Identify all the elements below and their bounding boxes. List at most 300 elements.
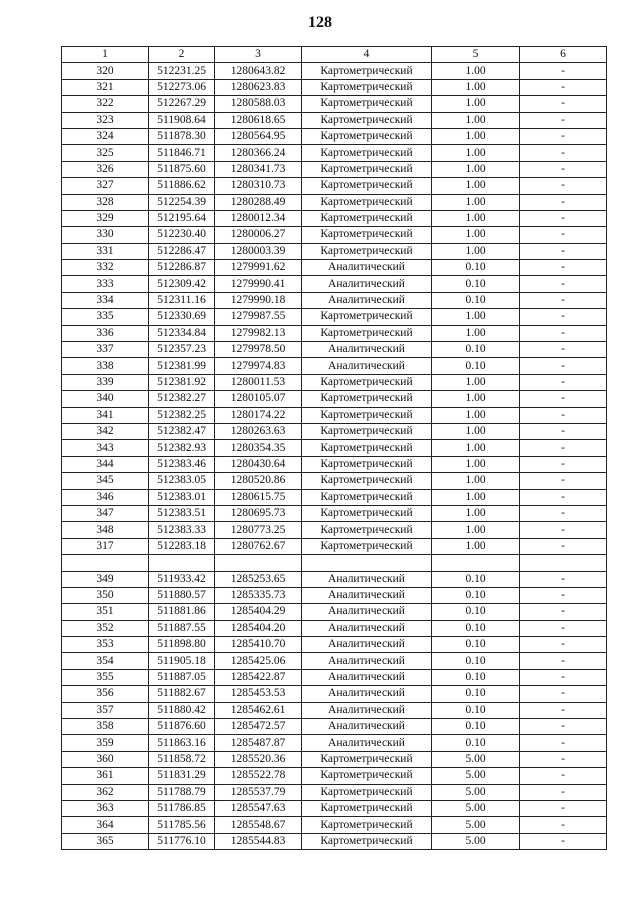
accuracy-cell: 1.00: [432, 456, 520, 472]
note-cell: -: [520, 391, 607, 407]
y-coordinate-cell: 1285410.70: [215, 637, 302, 653]
y-coordinate-cell: 1279990.41: [215, 276, 302, 292]
method-cell: [302, 555, 432, 571]
table-row: [62, 325, 607, 341]
point-number-cell: 335: [62, 309, 149, 325]
table-row: [62, 719, 607, 735]
table-row: [62, 735, 607, 751]
point-number-cell: 327: [62, 178, 149, 194]
table-row: [62, 571, 607, 587]
accuracy-cell: 1.00: [432, 96, 520, 112]
note-cell: -: [520, 456, 607, 472]
accuracy-cell: 1.00: [432, 489, 520, 505]
method-cell: Картометрический: [302, 63, 432, 79]
method-cell: Картометрический: [302, 96, 432, 112]
accuracy-cell: [432, 555, 520, 571]
method-cell: Картометрический: [302, 768, 432, 784]
y-coordinate-cell: 1280341.73: [215, 161, 302, 177]
method-cell: Картометрический: [302, 800, 432, 816]
method-cell: Картометрический: [302, 489, 432, 505]
point-number-cell: 352: [62, 620, 149, 636]
table-row: [62, 604, 607, 620]
point-number-cell: 332: [62, 260, 149, 276]
point-number-cell: 333: [62, 276, 149, 292]
accuracy-cell: 5.00: [432, 784, 520, 800]
point-number-cell: 361: [62, 768, 149, 784]
y-coordinate-cell: 1285462.61: [215, 702, 302, 718]
table-row: [62, 620, 607, 636]
note-cell: -: [520, 571, 607, 587]
accuracy-cell: 1.00: [432, 522, 520, 538]
method-cell: Картометрический: [302, 210, 432, 226]
point-number-cell: 322: [62, 96, 149, 112]
point-number-cell: [62, 555, 149, 571]
column-header: 1: [62, 47, 149, 63]
method-cell: Аналитический: [302, 292, 432, 308]
method-cell: Картометрический: [302, 79, 432, 95]
x-coordinate-cell: 512267.29: [149, 96, 215, 112]
accuracy-cell: 1.00: [432, 128, 520, 144]
point-number-cell: 345: [62, 473, 149, 489]
y-coordinate-cell: 1280006.27: [215, 227, 302, 243]
table-row: [62, 145, 607, 161]
accuracy-cell: 5.00: [432, 800, 520, 816]
y-coordinate-cell: 1279987.55: [215, 309, 302, 325]
accuracy-cell: 1.00: [432, 407, 520, 423]
accuracy-cell: 0.10: [432, 587, 520, 603]
table-row: [62, 751, 607, 767]
y-coordinate-cell: 1285547.63: [215, 800, 302, 816]
point-number-cell: 341: [62, 407, 149, 423]
x-coordinate-cell: 512383.01: [149, 489, 215, 505]
table-row: [62, 309, 607, 325]
accuracy-cell: 1.00: [432, 210, 520, 226]
table-row: [62, 374, 607, 390]
y-coordinate-cell: 1279991.62: [215, 260, 302, 276]
point-number-cell: 334: [62, 292, 149, 308]
table-row: [62, 440, 607, 456]
method-cell: Аналитический: [302, 587, 432, 603]
x-coordinate-cell: 512231.25: [149, 63, 215, 79]
x-coordinate-cell: 512254.39: [149, 194, 215, 210]
table-row: [62, 768, 607, 784]
point-number-cell: 363: [62, 800, 149, 816]
accuracy-cell: 0.10: [432, 702, 520, 718]
table-row: [62, 243, 607, 259]
note-cell: -: [520, 227, 607, 243]
point-number-cell: 336: [62, 325, 149, 341]
point-number-cell: 339: [62, 374, 149, 390]
method-cell: Картометрический: [302, 325, 432, 341]
note-cell: -: [520, 276, 607, 292]
column-header: 4: [302, 47, 432, 63]
accuracy-cell: 0.10: [432, 620, 520, 636]
x-coordinate-cell: 511886.62: [149, 178, 215, 194]
x-coordinate-cell: 512382.93: [149, 440, 215, 456]
note-cell: -: [520, 210, 607, 226]
point-number-cell: 354: [62, 653, 149, 669]
accuracy-cell: 5.00: [432, 768, 520, 784]
accuracy-cell: 5.00: [432, 833, 520, 849]
x-coordinate-cell: 512330.69: [149, 309, 215, 325]
y-coordinate-cell: 1280430.64: [215, 456, 302, 472]
y-coordinate-cell: 1280564.95: [215, 128, 302, 144]
method-cell: Аналитический: [302, 702, 432, 718]
method-cell: Картометрический: [302, 309, 432, 325]
point-number-cell: 353: [62, 637, 149, 653]
x-coordinate-cell: 511858.72: [149, 751, 215, 767]
table-row: [62, 522, 607, 538]
point-number-cell: 331: [62, 243, 149, 259]
table-row: [62, 112, 607, 128]
method-cell: Картометрический: [302, 522, 432, 538]
table-row: [62, 292, 607, 308]
x-coordinate-cell: [149, 555, 215, 571]
y-coordinate-cell: 1280366.24: [215, 145, 302, 161]
x-coordinate-cell: 511905.18: [149, 653, 215, 669]
note-cell: -: [520, 735, 607, 751]
x-coordinate-cell: 511887.55: [149, 620, 215, 636]
accuracy-cell: 1.00: [432, 473, 520, 489]
table-row: [62, 227, 607, 243]
table-row: [62, 637, 607, 653]
table-row: [62, 342, 607, 358]
point-number-cell: 330: [62, 227, 149, 243]
accuracy-cell: 5.00: [432, 817, 520, 833]
point-number-cell: 344: [62, 456, 149, 472]
y-coordinate-cell: 1279982.13: [215, 325, 302, 341]
note-cell: -: [520, 63, 607, 79]
accuracy-cell: 0.10: [432, 358, 520, 374]
y-coordinate-cell: 1280105.07: [215, 391, 302, 407]
x-coordinate-cell: 511831.29: [149, 768, 215, 784]
x-coordinate-cell: 512382.25: [149, 407, 215, 423]
note-cell: -: [520, 719, 607, 735]
table-row: [62, 358, 607, 374]
x-coordinate-cell: 512357.23: [149, 342, 215, 358]
method-cell: Картометрический: [302, 784, 432, 800]
y-coordinate-cell: 1285335.73: [215, 587, 302, 603]
x-coordinate-cell: 511786.85: [149, 800, 215, 816]
y-coordinate-cell: 1280003.39: [215, 243, 302, 259]
note-cell: -: [520, 145, 607, 161]
method-cell: Картометрический: [302, 145, 432, 161]
point-number-cell: 358: [62, 719, 149, 735]
method-cell: Аналитический: [302, 735, 432, 751]
note-cell: -: [520, 194, 607, 210]
point-number-cell: 359: [62, 735, 149, 751]
method-cell: Картометрический: [302, 178, 432, 194]
column-header: 6: [520, 47, 607, 63]
point-number-cell: 323: [62, 112, 149, 128]
x-coordinate-cell: 511788.79: [149, 784, 215, 800]
accuracy-cell: 1.00: [432, 505, 520, 521]
note-cell: -: [520, 669, 607, 685]
note-cell: -: [520, 440, 607, 456]
table-row: [62, 391, 607, 407]
accuracy-cell: 1.00: [432, 243, 520, 259]
table-row: [62, 210, 607, 226]
column-header: 5: [432, 47, 520, 63]
table-row: [62, 63, 607, 79]
y-coordinate-cell: 1280615.75: [215, 489, 302, 505]
method-cell: Аналитический: [302, 260, 432, 276]
note-cell: -: [520, 522, 607, 538]
table-row: [62, 817, 607, 833]
accuracy-cell: 1.00: [432, 440, 520, 456]
method-cell: Аналитический: [302, 276, 432, 292]
method-cell: Картометрический: [302, 456, 432, 472]
point-number-cell: 343: [62, 440, 149, 456]
coordinates-table: [61, 46, 607, 850]
point-number-cell: 364: [62, 817, 149, 833]
method-cell: Картометрический: [302, 833, 432, 849]
y-coordinate-cell: 1285472.57: [215, 719, 302, 735]
table-row: [62, 686, 607, 702]
x-coordinate-cell: 512383.51: [149, 505, 215, 521]
note-cell: -: [520, 473, 607, 489]
x-coordinate-cell: 512382.47: [149, 423, 215, 439]
table-row: [62, 96, 607, 112]
point-number-cell: 342: [62, 423, 149, 439]
accuracy-cell: 0.10: [432, 260, 520, 276]
y-coordinate-cell: 1280012.34: [215, 210, 302, 226]
method-cell: Картометрический: [302, 751, 432, 767]
y-coordinate-cell: 1280623.83: [215, 79, 302, 95]
y-coordinate-cell: 1279974.83: [215, 358, 302, 374]
accuracy-cell: 0.10: [432, 276, 520, 292]
note-cell: -: [520, 309, 607, 325]
accuracy-cell: 0.10: [432, 342, 520, 358]
y-coordinate-cell: 1285404.20: [215, 620, 302, 636]
y-coordinate-cell: 1280773.25: [215, 522, 302, 538]
y-coordinate-cell: 1280011.53: [215, 374, 302, 390]
method-cell: Картометрический: [302, 374, 432, 390]
table-row: [62, 587, 607, 603]
point-number-cell: 324: [62, 128, 149, 144]
y-coordinate-cell: 1280643.82: [215, 63, 302, 79]
y-coordinate-cell: [215, 555, 302, 571]
x-coordinate-cell: 511880.57: [149, 587, 215, 603]
y-coordinate-cell: 1279990.18: [215, 292, 302, 308]
method-cell: Аналитический: [302, 637, 432, 653]
point-number-cell: 328: [62, 194, 149, 210]
note-cell: -: [520, 637, 607, 653]
x-coordinate-cell: 511876.60: [149, 719, 215, 735]
table-row: [62, 653, 607, 669]
y-coordinate-cell: 1285537.79: [215, 784, 302, 800]
note-cell: -: [520, 653, 607, 669]
method-cell: Картометрический: [302, 473, 432, 489]
table-row: [62, 161, 607, 177]
x-coordinate-cell: 512383.33: [149, 522, 215, 538]
point-number-cell: 350: [62, 587, 149, 603]
point-number-cell: 329: [62, 210, 149, 226]
note-cell: -: [520, 96, 607, 112]
point-number-cell: 360: [62, 751, 149, 767]
method-cell: Картометрический: [302, 407, 432, 423]
accuracy-cell: 0.10: [432, 292, 520, 308]
x-coordinate-cell: 512334.84: [149, 325, 215, 341]
y-coordinate-cell: 1280354.35: [215, 440, 302, 456]
x-coordinate-cell: 511933.42: [149, 571, 215, 587]
y-coordinate-cell: 1285425.06: [215, 653, 302, 669]
x-coordinate-cell: 511785.56: [149, 817, 215, 833]
x-coordinate-cell: 511880.42: [149, 702, 215, 718]
note-cell: -: [520, 325, 607, 341]
table-row: [62, 128, 607, 144]
y-coordinate-cell: 1280288.49: [215, 194, 302, 210]
note-cell: -: [520, 833, 607, 849]
note-cell: [520, 555, 607, 571]
note-cell: -: [520, 751, 607, 767]
column-header: 3: [215, 47, 302, 63]
method-cell: Аналитический: [302, 669, 432, 685]
x-coordinate-cell: 511887.05: [149, 669, 215, 685]
accuracy-cell: 1.00: [432, 325, 520, 341]
x-coordinate-cell: 512311.16: [149, 292, 215, 308]
table-row: [62, 669, 607, 685]
point-number-cell: 346: [62, 489, 149, 505]
y-coordinate-cell: 1280618.65: [215, 112, 302, 128]
table-row: [62, 276, 607, 292]
table-row: [62, 784, 607, 800]
note-cell: -: [520, 702, 607, 718]
method-cell: Картометрический: [302, 227, 432, 243]
accuracy-cell: 0.10: [432, 604, 520, 620]
method-cell: Картометрический: [302, 194, 432, 210]
note-cell: -: [520, 620, 607, 636]
accuracy-cell: 1.00: [432, 63, 520, 79]
note-cell: -: [520, 128, 607, 144]
accuracy-cell: 1.00: [432, 391, 520, 407]
accuracy-cell: 1.00: [432, 374, 520, 390]
point-number-cell: 340: [62, 391, 149, 407]
table-body: [62, 63, 607, 850]
point-number-cell: 325: [62, 145, 149, 161]
note-cell: -: [520, 817, 607, 833]
point-number-cell: 347: [62, 505, 149, 521]
accuracy-cell: 5.00: [432, 751, 520, 767]
method-cell: Картометрический: [302, 423, 432, 439]
x-coordinate-cell: 512381.92: [149, 374, 215, 390]
note-cell: -: [520, 587, 607, 603]
table-row: [62, 538, 607, 554]
point-number-cell: 351: [62, 604, 149, 620]
point-number-cell: 365: [62, 833, 149, 849]
accuracy-cell: 1.00: [432, 423, 520, 439]
y-coordinate-cell: 1280174.22: [215, 407, 302, 423]
accuracy-cell: 0.10: [432, 719, 520, 735]
method-cell: Картометрический: [302, 505, 432, 521]
method-cell: Аналитический: [302, 342, 432, 358]
point-number-cell: 326: [62, 161, 149, 177]
accuracy-cell: 1.00: [432, 112, 520, 128]
note-cell: -: [520, 112, 607, 128]
column-header: 2: [149, 47, 215, 63]
x-coordinate-cell: 511776.10: [149, 833, 215, 849]
method-cell: Картометрический: [302, 538, 432, 554]
method-cell: Картометрический: [302, 128, 432, 144]
x-coordinate-cell: 511882.67: [149, 686, 215, 702]
y-coordinate-cell: 1285544.83: [215, 833, 302, 849]
y-coordinate-cell: 1280310.73: [215, 178, 302, 194]
method-cell: Аналитический: [302, 719, 432, 735]
accuracy-cell: 1.00: [432, 309, 520, 325]
y-coordinate-cell: 1285422.87: [215, 669, 302, 685]
x-coordinate-cell: 511863.16: [149, 735, 215, 751]
y-coordinate-cell: 1285253.65: [215, 571, 302, 587]
x-coordinate-cell: 512309.42: [149, 276, 215, 292]
note-cell: -: [520, 178, 607, 194]
note-cell: -: [520, 358, 607, 374]
table-row: [62, 555, 607, 571]
method-cell: Аналитический: [302, 358, 432, 374]
x-coordinate-cell: 511881.86: [149, 604, 215, 620]
x-coordinate-cell: 512195.64: [149, 210, 215, 226]
table-row: [62, 505, 607, 521]
y-coordinate-cell: 1285404.29: [215, 604, 302, 620]
x-coordinate-cell: 511846.71: [149, 145, 215, 161]
y-coordinate-cell: 1280263.63: [215, 423, 302, 439]
point-number-cell: 355: [62, 669, 149, 685]
accuracy-cell: 1.00: [432, 79, 520, 95]
note-cell: -: [520, 79, 607, 95]
x-coordinate-cell: 511875.60: [149, 161, 215, 177]
table-row: [62, 489, 607, 505]
point-number-cell: 348: [62, 522, 149, 538]
point-number-cell: 321: [62, 79, 149, 95]
table-row: [62, 800, 607, 816]
table-row: [62, 473, 607, 489]
note-cell: -: [520, 423, 607, 439]
x-coordinate-cell: 512283.18: [149, 538, 215, 554]
note-cell: -: [520, 604, 607, 620]
x-coordinate-cell: 511908.64: [149, 112, 215, 128]
note-cell: -: [520, 768, 607, 784]
accuracy-cell: 0.10: [432, 686, 520, 702]
y-coordinate-cell: 1280520.86: [215, 473, 302, 489]
note-cell: -: [520, 407, 607, 423]
note-cell: -: [520, 489, 607, 505]
y-coordinate-cell: 1280588.03: [215, 96, 302, 112]
accuracy-cell: 0.10: [432, 669, 520, 685]
x-coordinate-cell: 512286.87: [149, 260, 215, 276]
x-coordinate-cell: 512383.46: [149, 456, 215, 472]
table-row: [62, 178, 607, 194]
table-row: [62, 702, 607, 718]
y-coordinate-cell: 1285522.78: [215, 768, 302, 784]
note-cell: -: [520, 686, 607, 702]
note-cell: -: [520, 374, 607, 390]
point-number-cell: 337: [62, 342, 149, 358]
point-number-cell: 349: [62, 571, 149, 587]
note-cell: -: [520, 292, 607, 308]
x-coordinate-cell: 512273.06: [149, 79, 215, 95]
y-coordinate-cell: 1285487.87: [215, 735, 302, 751]
table-row: [62, 456, 607, 472]
table-row: [62, 79, 607, 95]
method-cell: Картометрический: [302, 112, 432, 128]
point-number-cell: 317: [62, 538, 149, 554]
point-number-cell: 338: [62, 358, 149, 374]
note-cell: -: [520, 243, 607, 259]
point-number-cell: 320: [62, 63, 149, 79]
table-row: [62, 260, 607, 276]
accuracy-cell: 1.00: [432, 161, 520, 177]
x-coordinate-cell: 512286.47: [149, 243, 215, 259]
y-coordinate-cell: 1279978.50: [215, 342, 302, 358]
